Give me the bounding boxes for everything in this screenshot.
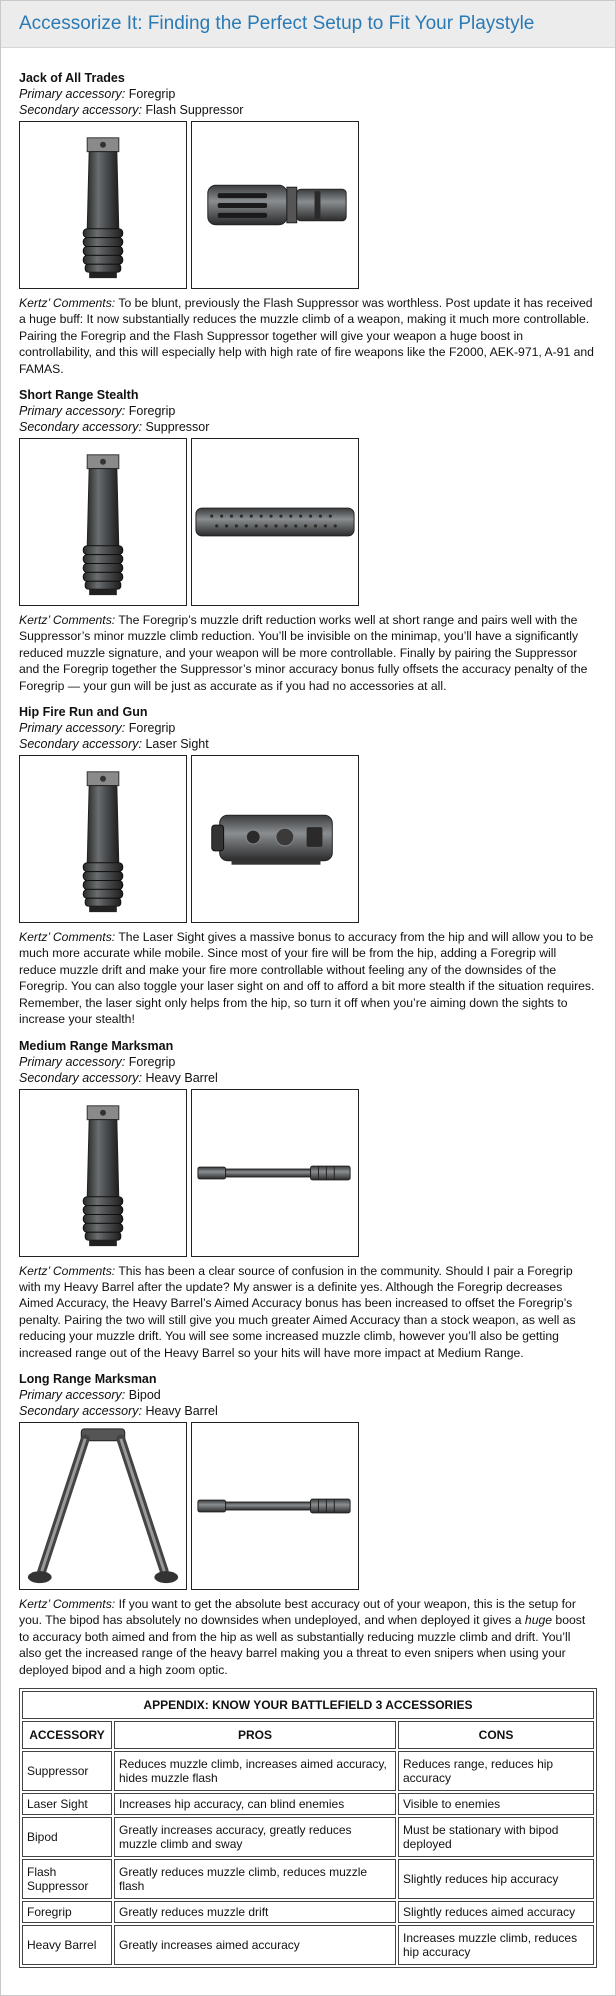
primary-label: Primary accessory: bbox=[19, 87, 126, 101]
comment-text: The Foregrip’s muzzle drift reduction works well at short range and pairs well with the Suppressor’s minor muzzle climb reduction. You’ll be invisible on the minimap, you’ll have a significantly reduced muzzle signature, and your weapon will be more controllable. Finally by pairing the Suppressor and the Foregrip together the Suppressor’s minor accuracy bonus fully offsets the accuracy penalty of the Foregrip — your gun will be just as accurate as if you had no accessories at all. bbox=[19, 613, 588, 693]
secondary-accessory-line bbox=[19, 419, 596, 435]
table-row bbox=[22, 1925, 594, 1965]
table-row bbox=[22, 1859, 594, 1899]
setup-short-range-stealth bbox=[19, 387, 596, 694]
accessory-images bbox=[19, 438, 596, 606]
pros-cell: Reduces muzzle climb, increases aimed accuracy, hides muzzle flash bbox=[114, 1751, 396, 1791]
primary-accessory-line bbox=[19, 1387, 596, 1403]
foregrip-image bbox=[19, 438, 187, 606]
accessory-images bbox=[19, 1422, 596, 1590]
setup-title: Long Range Marksman bbox=[19, 1371, 157, 1386]
primary-label: Primary accessory: bbox=[19, 1387, 126, 1402]
article-content bbox=[1, 48, 615, 1968]
secondary-accessory: Heavy Barrel bbox=[145, 1403, 218, 1418]
secondary-accessory-line bbox=[19, 1070, 596, 1086]
setup-title: Short Range Stealth bbox=[19, 388, 139, 403]
kertz-comment bbox=[19, 929, 596, 1027]
accessory-cell: Laser Sight bbox=[22, 1793, 112, 1815]
flash-suppressor-image bbox=[191, 121, 359, 289]
setup-medium-range-marksman bbox=[19, 1038, 596, 1361]
header-accessory: ACCESSORY bbox=[22, 1721, 112, 1749]
comment-emphasis: huge bbox=[524, 1613, 553, 1628]
laser-sight-image bbox=[191, 755, 359, 923]
secondary-accessory: Heavy Barrel bbox=[145, 1070, 218, 1085]
setup-title: Medium Range Marksman bbox=[19, 1038, 174, 1053]
comment-text: The Laser Sight gives a massive bonus to accuracy from the hip and will allow you to be much more accurate while mobile. Since most of your fire will be from the hip, adding a Foregrip will reduce muzzle drift and make your fire more controllable without feeling any of the downsides of the Foregrip. You can also toggle your laser sight on and off to afford a bit more stealth if the situation requires. Remember, the laser sight only helps from the hip, so turn it off when you’re aiming down the sights to increase your stealth! bbox=[19, 930, 595, 1027]
bipod-image bbox=[19, 1422, 187, 1590]
comment-text: To be blunt, previously the Flash Suppressor was worthless. Post update it has received a huge buff: It now substantially reduces the muzzle climb of a weapon, making it much more controllable. Pairing the Foregrip and the Flash Suppressor together will give your weapon a huge boost in controllability, and this will especially help with high rate of fire weapons like the F2000, AEK-971, A-91 and FAMAS. bbox=[19, 296, 594, 376]
cons-cell: Slightly reduces aimed accuracy bbox=[398, 1901, 594, 1923]
heavy-barrel-image bbox=[191, 1422, 359, 1590]
pros-cell: Greatly reduces muzzle climb, reduces muzzle flash bbox=[114, 1859, 396, 1899]
setup-title: Hip Fire Run and Gun bbox=[19, 705, 148, 720]
primary-accessory-line bbox=[19, 403, 596, 419]
secondary-accessory-line bbox=[19, 102, 596, 118]
secondary-label: Secondary accessory: bbox=[19, 1070, 142, 1085]
primary-label: Primary accessory: bbox=[19, 1054, 126, 1069]
primary-accessory: Foregrip bbox=[128, 1054, 176, 1069]
primary-accessory: Foregrip bbox=[128, 721, 176, 736]
table-header-row bbox=[22, 1721, 594, 1749]
foregrip-image bbox=[19, 1089, 187, 1257]
accessory-cell: Flash Suppressor bbox=[22, 1859, 112, 1899]
comment-text-before: If you want to get the absolute best accuracy out of your weapon, this is the setup for you. The bipod has absolutely no downsides when undeployed, and when deployed it gives a bbox=[19, 1596, 576, 1628]
pros-cell: Greatly increases accuracy, greatly reduces muzzle climb and sway bbox=[114, 1817, 396, 1857]
comment-label: Kertz’ Comments: bbox=[19, 1263, 116, 1278]
comment-label: Kertz’ Comments: bbox=[19, 930, 116, 945]
comment-text-after: boost to accuracy both aimed and from the hip as well as substantially reducing muzzle climb and drift. You’ll also get the increased range of the heavy barrel making you a threat to even snipers when using your deployed bipod and a high zoom optic. bbox=[19, 1613, 586, 1677]
foregrip-image bbox=[19, 755, 187, 923]
primary-accessory: Foregrip bbox=[128, 87, 176, 101]
setup-jack-of-all-trades bbox=[19, 70, 596, 377]
primary-accessory-line bbox=[19, 720, 596, 736]
accessory-cell: Bipod bbox=[22, 1817, 112, 1857]
accessory-images bbox=[19, 121, 596, 289]
header-pros: PROS bbox=[114, 1721, 396, 1749]
primary-accessory-line bbox=[19, 86, 596, 102]
page-title: Accessorize It: Finding the Perfect Setup to Fit Your Playstyle bbox=[19, 13, 535, 34]
suppressor-image bbox=[191, 438, 359, 606]
appendix-caption: APPENDIX: KNOW YOUR BATTLEFIELD 3 ACCESSORIES bbox=[22, 1691, 594, 1719]
setup-long-range-marksman bbox=[19, 1371, 596, 1678]
cons-cell: Reduces range, reduces hip accuracy bbox=[398, 1751, 594, 1791]
cons-cell: Increases muzzle climb, reduces hip accuracy bbox=[398, 1925, 594, 1965]
accessory-cell: Foregrip bbox=[22, 1901, 112, 1923]
accessory-cell: Heavy Barrel bbox=[22, 1925, 112, 1965]
comment-label: Kertz’ Comments: bbox=[19, 1596, 116, 1611]
pros-cell: Increases hip accuracy, can blind enemies bbox=[114, 1793, 396, 1815]
comment-text: This has been a clear source of confusion in the community. Should I pair a Foregrip with my Heavy Barrel after the update? My answer is a definite yes. Although the Foregrip decreases Aimed Accuracy, the Heavy Barrel’s Aimed Accuracy bonus has been increased to offset the Foregrip’s penalty. Pairing the two will still give you much greater Aimed Accuracy than a stock weapon, as well as reducing your muzzle drift. You will see some increased muzzle climb, however you’ll also be getting increased range out of the Heavy Barrel so your hits will have more impact at Medium Range. bbox=[19, 1263, 576, 1360]
primary-accessory: Bipod bbox=[128, 1387, 161, 1402]
heavy-barrel-image bbox=[191, 1089, 359, 1257]
setup-title: Jack of All Trades bbox=[19, 71, 125, 85]
secondary-label: Secondary accessory: bbox=[19, 737, 142, 752]
cons-cell: Slightly reduces hip accuracy bbox=[398, 1859, 594, 1899]
header-cons: CONS bbox=[398, 1721, 594, 1749]
setup-hip-fire-run-and-gun bbox=[19, 704, 596, 1027]
kertz-comment bbox=[19, 612, 596, 694]
secondary-accessory: Suppressor bbox=[145, 420, 210, 435]
table-row bbox=[22, 1901, 594, 1923]
primary-accessory-line bbox=[19, 1054, 596, 1070]
secondary-label: Secondary accessory: bbox=[19, 1403, 142, 1418]
accessory-images bbox=[19, 1089, 596, 1257]
primary-label: Primary accessory: bbox=[19, 721, 126, 736]
secondary-label: Secondary accessory: bbox=[19, 103, 142, 117]
foregrip-image bbox=[19, 121, 187, 289]
title-bar bbox=[1, 1, 615, 48]
secondary-accessory-line bbox=[19, 1403, 596, 1419]
table-row bbox=[22, 1793, 594, 1815]
pros-cell: Greatly reduces muzzle drift bbox=[114, 1901, 396, 1923]
pros-cell: Greatly increases aimed accuracy bbox=[114, 1925, 396, 1965]
table-row bbox=[22, 1817, 594, 1857]
accessory-images bbox=[19, 755, 596, 923]
cons-cell: Must be stationary with bipod deployed bbox=[398, 1817, 594, 1857]
table-row bbox=[22, 1751, 594, 1791]
secondary-accessory: Flash Suppressor bbox=[145, 103, 244, 117]
kertz-comment bbox=[19, 1596, 596, 1678]
comment-label: Kertz’ Comments: bbox=[19, 613, 116, 628]
kertz-comment bbox=[19, 1263, 596, 1361]
primary-label: Primary accessory: bbox=[19, 404, 126, 419]
cons-cell: Visible to enemies bbox=[398, 1793, 594, 1815]
primary-accessory: Foregrip bbox=[128, 404, 176, 419]
secondary-accessory: Laser Sight bbox=[145, 737, 209, 752]
secondary-label: Secondary accessory: bbox=[19, 420, 142, 435]
comment-label: Kertz’ Comments: bbox=[19, 296, 116, 310]
kertz-comment bbox=[19, 295, 596, 377]
appendix-table bbox=[19, 1688, 597, 1968]
accessory-cell: Suppressor bbox=[22, 1751, 112, 1791]
secondary-accessory-line bbox=[19, 736, 596, 752]
